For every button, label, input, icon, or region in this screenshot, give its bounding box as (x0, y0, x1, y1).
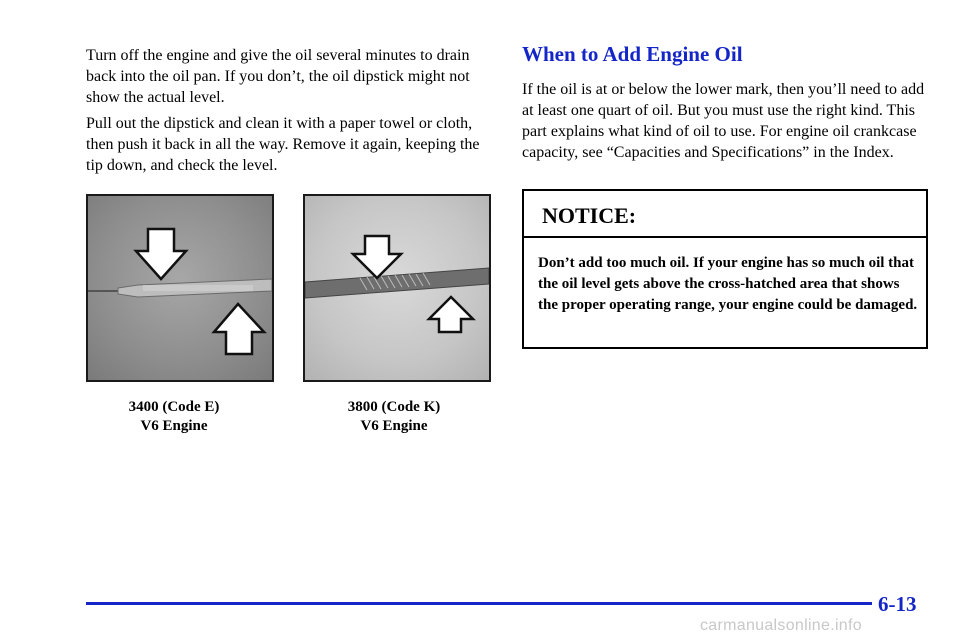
dipstick-photo-3400 (86, 194, 274, 382)
section-heading: When to Add Engine Oil (522, 42, 743, 66)
figure-caption-3400 (80, 398, 268, 436)
watermark: carmanualsonline.info (700, 617, 862, 634)
dipstick-photo-3800 (303, 194, 491, 382)
paragraph-check-dipstick: Pull out the dipstick and clean it with a paper towel or cloth, then push it back in all the way. Remove it again, keeping the tip down, and check the level. (86, 115, 480, 174)
page-number: 6-13 (878, 592, 917, 616)
paragraph-drain-oil: Turn off the engine and give the oil several minutes to drain back into the oil pan. If you don’t, the oil dipstick might not show the actual level. (86, 47, 470, 106)
footer-rule (86, 602, 872, 605)
arrow-down-icon (136, 229, 186, 279)
paragraph-add-oil: If the oil is at or below the lower mark, then you’ll need to add at least one quart of oil. But you must use the right kind. This part explains what kind of oil to use. For engine oil crankcase capacity, see “Capacities and Specifications” in the Index. (522, 81, 925, 161)
arrow-up-icon (214, 304, 264, 354)
caption-engine-code: 3800 (Code K) (347, 399, 441, 415)
figure-caption-3800 (300, 398, 488, 436)
caption-engine-code: 3400 (Code E) (128, 399, 220, 415)
arrow-up-icon (429, 297, 473, 332)
notice-box (522, 189, 928, 349)
notice-title: NOTICE: (524, 191, 926, 238)
notice-body: Don’t add too much oil. If your engine has so much oil that the oil level gets above the cross-hatched area that shows the proper operating range, your engine could be damaged. (538, 255, 918, 313)
caption-engine-type: V6 Engine (360, 418, 428, 434)
arrow-down-icon (353, 236, 401, 278)
caption-engine-type: V6 Engine (140, 418, 208, 434)
